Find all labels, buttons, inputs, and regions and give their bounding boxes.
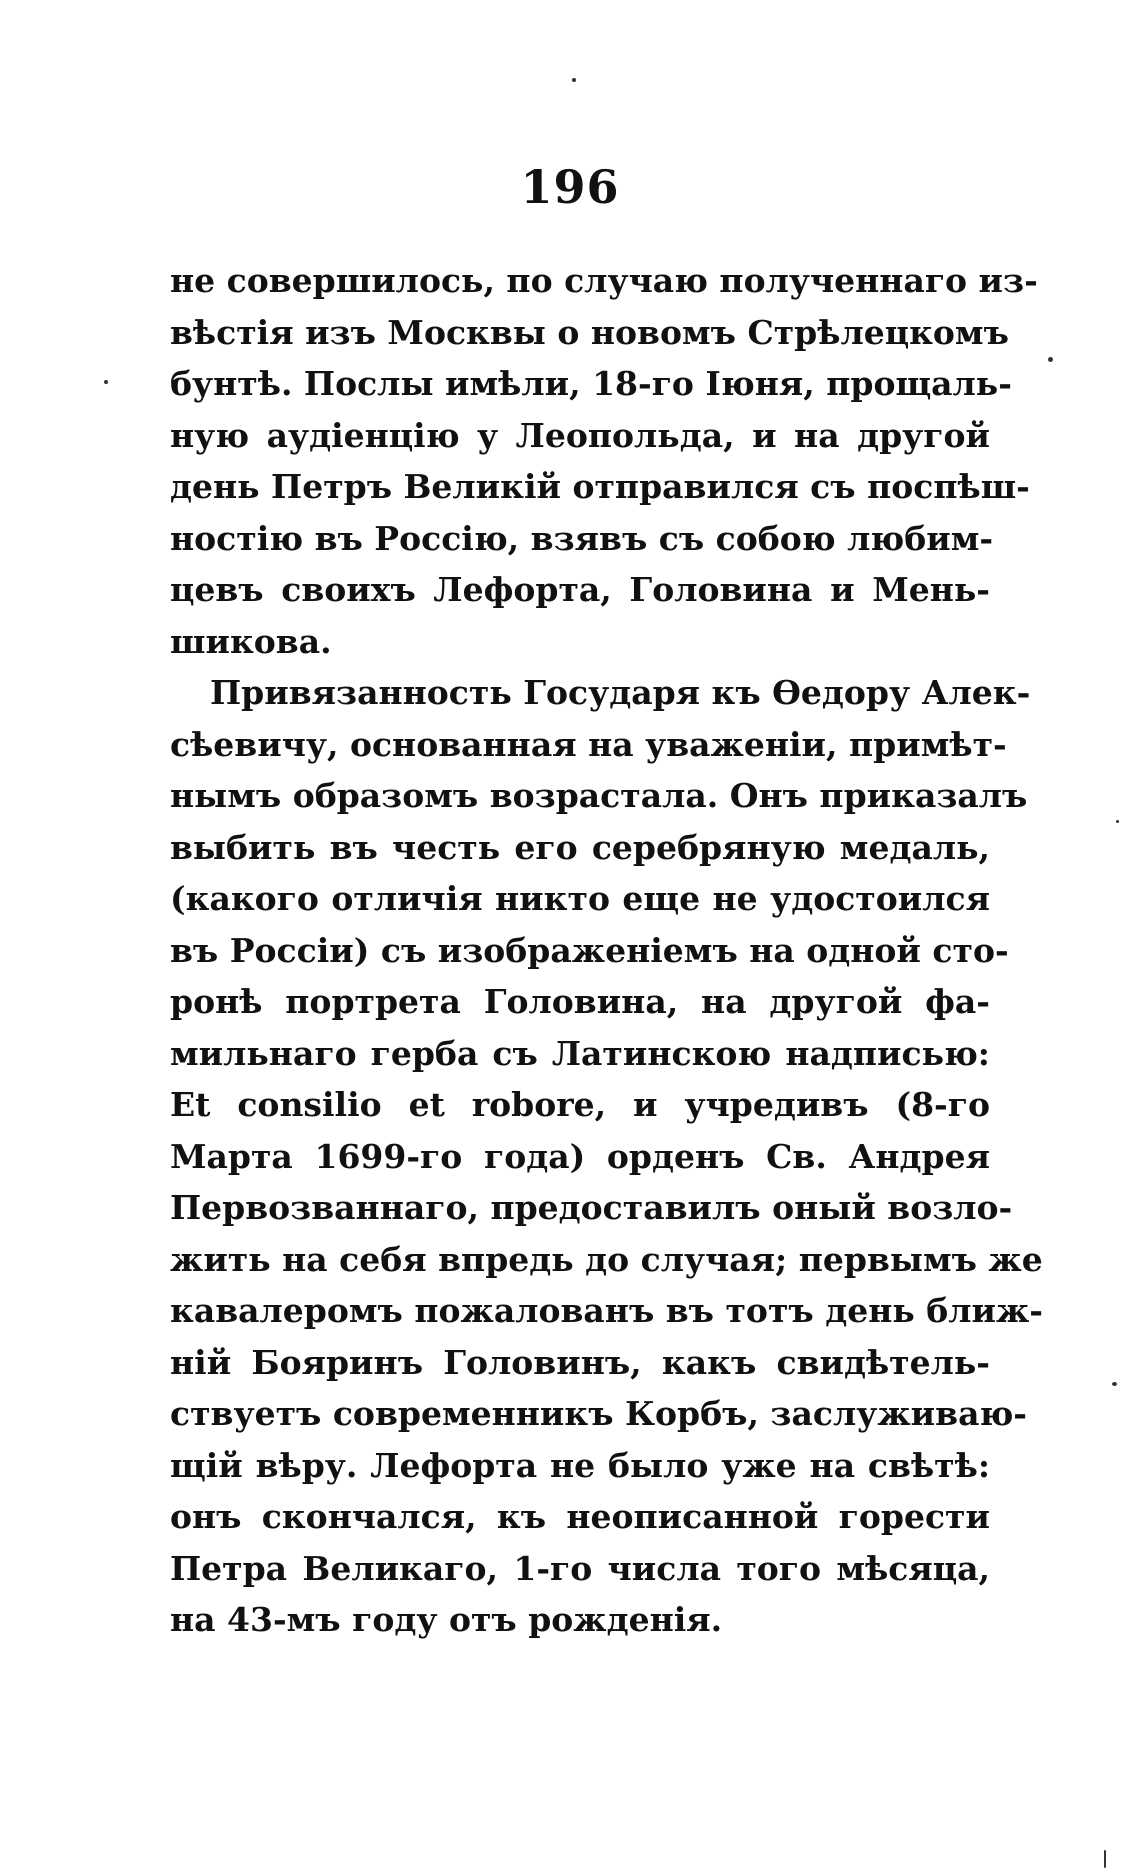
text-line: ную аудіенцію у Леопольда, и на другой	[170, 415, 990, 455]
text-line: щій вѣру. Лефорта не было уже на свѣтѣ:	[170, 1445, 990, 1485]
text-line: Et consilio et robore, и учредивъ (8-го	[170, 1085, 990, 1124]
text-line: мильнаго герба съ Латинскою надписью:	[170, 1033, 990, 1073]
text-line: бунтѣ. Послы имѣли, 18-го Іюня, прощаль-	[170, 364, 1012, 403]
text-line: ностію въ Россію, взявъ съ собою любим-	[170, 518, 994, 558]
text-line: ній Бояринъ Головинъ, какъ свидѣтель-	[170, 1342, 990, 1382]
text-line: онъ скончался, къ неописанной горести	[170, 1497, 990, 1536]
scan-speck	[572, 78, 576, 82]
text-line: не совершилось, по случаю полученнаго из-	[170, 261, 1038, 300]
text-line: Первозваннаго, предоставилъ оный возло-	[170, 1188, 1013, 1227]
text-line: ронѣ портрета Головина, на другой фа-	[170, 982, 990, 1021]
page-number: 196	[520, 160, 620, 214]
text-line: (какого отличія никто еще не удостоился	[170, 879, 990, 918]
scan-speck	[1048, 357, 1053, 362]
text-line: ствуетъ современникъ Корбъ, заслуживаю-	[170, 1394, 1028, 1433]
scan-speck	[1116, 820, 1119, 823]
text-line: нымъ образомъ возрастала. Онъ приказалъ	[170, 776, 1028, 815]
text-line: вѣстія изъ Москвы о новомъ Стрѣлецкомъ	[170, 312, 1009, 352]
text-line: Петра Великаго, 1-го числа того мѣсяца,	[170, 1548, 990, 1588]
text-line: цевъ своихъ Лефорта, Головина и Мень-	[170, 570, 990, 609]
scan-speck	[1112, 1382, 1117, 1386]
scan-speck	[104, 380, 108, 384]
text-line: Марта 1699-го года) орденъ Св. Андрея	[170, 1136, 990, 1176]
text-line: шикова.	[170, 621, 332, 661]
text-line: въ Россіи) съ изображеніемъ на одной сто-	[170, 930, 1009, 970]
body-text	[170, 255, 1044, 1646]
text-line: жить на себя впредь до случая; первымъ же	[170, 1239, 1043, 1279]
text-line: кавалеромъ пожалованъ въ тотъ день ближ-	[170, 1291, 1044, 1330]
text-line: сѣевичу, основанная на уваженіи, примѣт-	[170, 724, 1007, 764]
text-line: выбить въ честь его серебряную медаль,	[170, 827, 990, 867]
text-line: день Петръ Великій отправился съ поспѣш-	[170, 467, 1030, 506]
text-line: Привязанность Государя къ Ѳедору Алек-	[210, 673, 1031, 712]
text-line: на 43-мъ году отъ рожденія.	[170, 1600, 723, 1639]
scan-speck	[1104, 1850, 1106, 1868]
